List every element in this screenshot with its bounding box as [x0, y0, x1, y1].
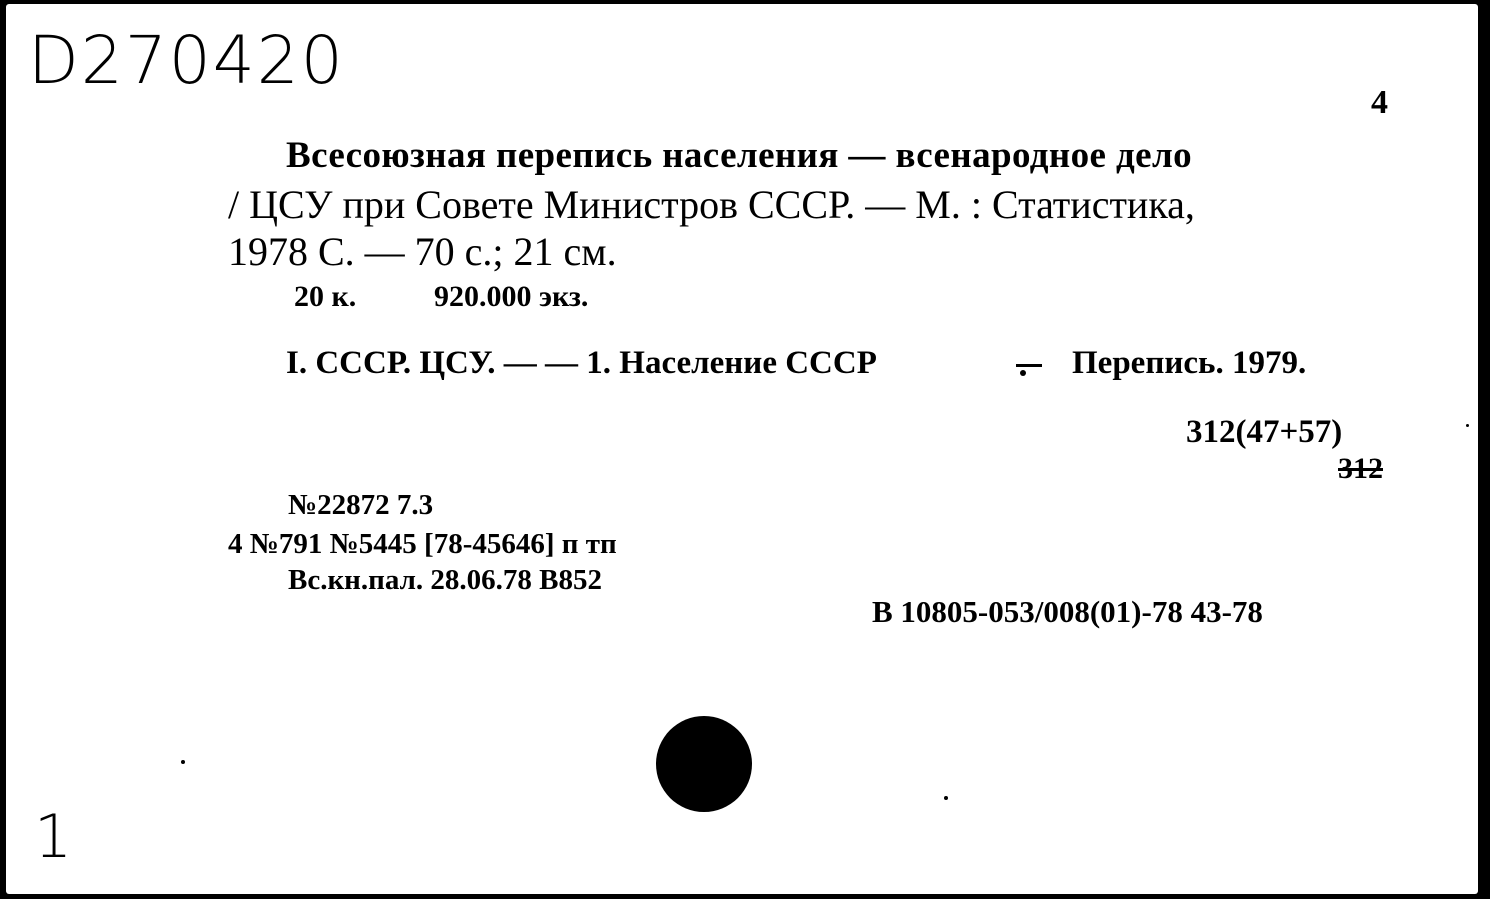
speck [1466, 424, 1469, 427]
catalog-card [6, 4, 1478, 894]
speck [181, 760, 185, 764]
entry-responsibility-line: / ЦСУ при Совете Министров СССР. — М. : Статистика, [228, 182, 1195, 227]
tracings: I. СССР. ЦСУ. — — 1. Население СССР [286, 345, 877, 381]
punch-hole [656, 716, 752, 812]
print-run: 920.000 экз. [434, 280, 589, 313]
speck [944, 796, 948, 800]
entry-title-line: Всесоюзная перепись населения — всенародное дело [286, 135, 1193, 176]
register-line-1: №22872 7.3 [288, 489, 434, 521]
bbk-code: В 10805-053/008(01)-78 43-78 [872, 594, 1263, 629]
tracing-dash-dot [1020, 370, 1026, 376]
price: 20 к. [294, 280, 357, 313]
register-line-2: 4 №791 №5445 [78-45646] п тп [228, 528, 617, 560]
tracing-dash [1016, 364, 1042, 367]
classification-primary: 312(47+57) [1186, 414, 1343, 450]
classification-struck: 312 [1338, 452, 1383, 485]
tracings-subject: Перепись. 1979. [1072, 345, 1307, 381]
handwritten-call-number: D270420 [28, 22, 345, 99]
register-line-3: Вс.кн.пал. 28.06.78 В852 [288, 564, 602, 596]
card-number: 4 [1371, 84, 1388, 121]
handwritten-corner-number: 1 [34, 802, 73, 872]
entry-extent-line: 1978 С. — 70 с.; 21 см. [228, 229, 617, 274]
